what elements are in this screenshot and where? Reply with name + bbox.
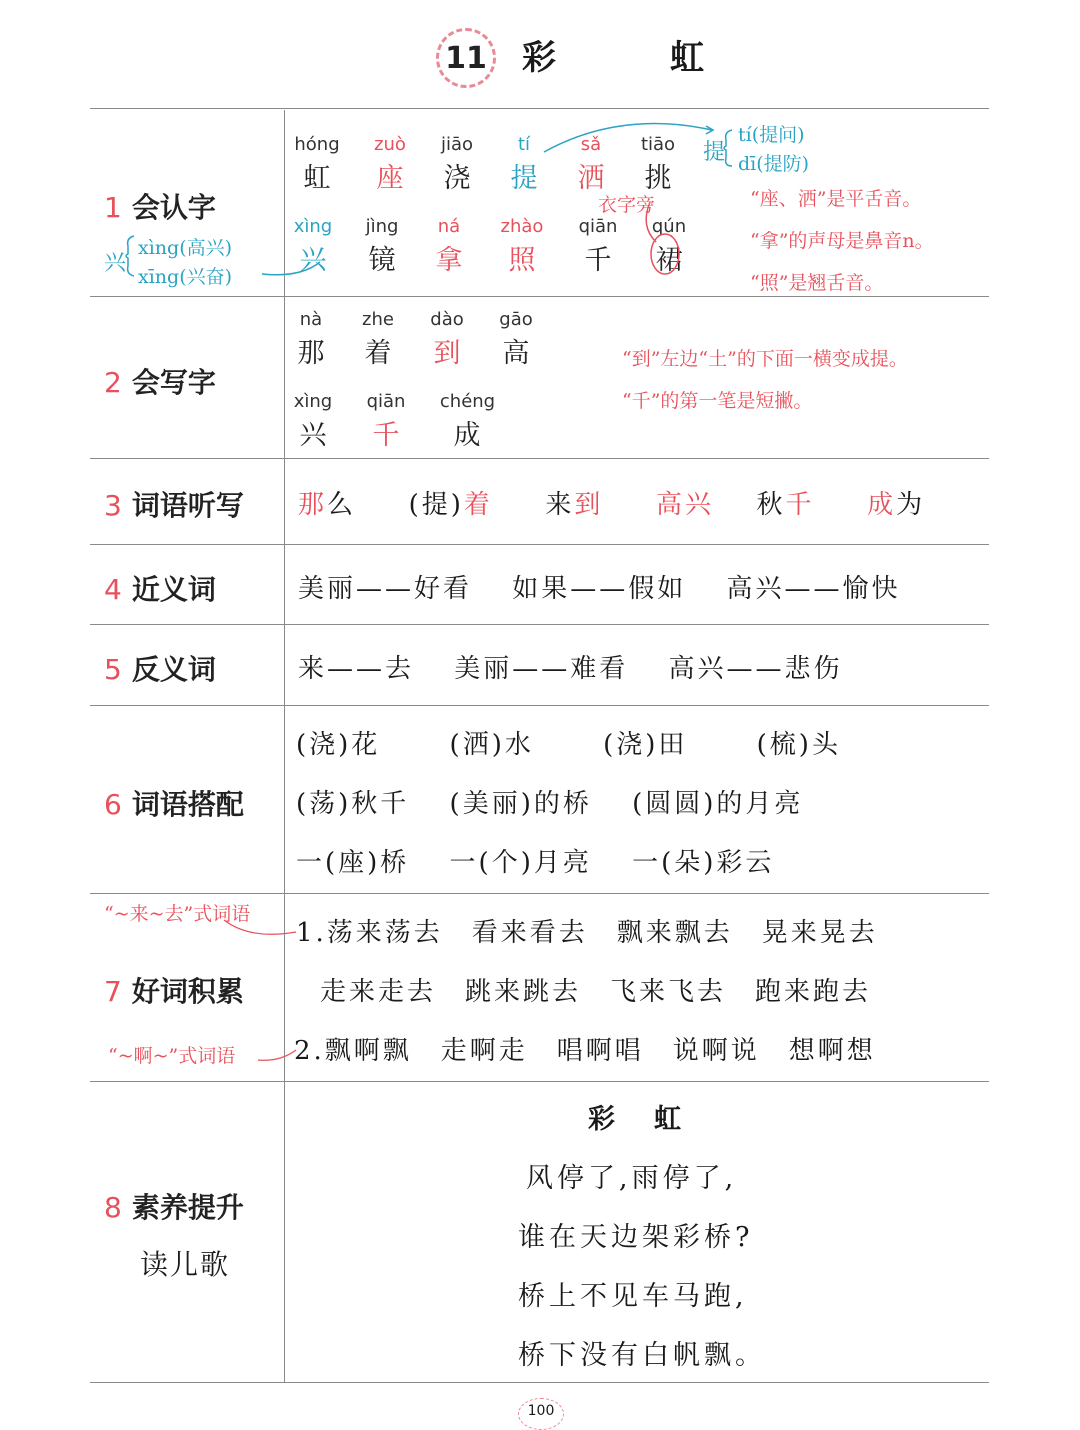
word-type-note: “~来~去”式词语: [104, 903, 251, 925]
tip-note: “到”左边“土”的下面一横变成提。: [622, 348, 908, 370]
pinyin: nà: [299, 309, 323, 330]
dictation-word: 千: [785, 490, 815, 520]
character: 高: [502, 338, 530, 369]
poem-line: 谁在天边架彩桥?: [518, 1222, 754, 1253]
pinyin: tiāo: [640, 134, 676, 155]
lesson-number: 11: [445, 40, 487, 76]
poem-title: 彩 虹: [588, 1104, 687, 1135]
pinyin: qiān: [366, 391, 406, 412]
dictation-word: 为: [896, 490, 926, 520]
character: 浇: [443, 163, 471, 194]
dictation-word: 着: [463, 490, 493, 520]
dictation-word: 秋: [756, 490, 786, 520]
good-words-line: 2.飘啊飘 走啊走 唱啊唱 说啊说 想啊想: [294, 1036, 876, 1066]
divider: [90, 544, 989, 545]
pinyin: dào: [430, 309, 464, 330]
pinyin: chéng: [439, 391, 496, 412]
pinyin: xìng: [293, 391, 333, 412]
radical-note: 衣字旁: [598, 194, 656, 216]
divider: [90, 458, 989, 459]
pinyin: xìng: [293, 216, 333, 237]
page-number: 100: [518, 1398, 564, 1430]
character: 到: [433, 338, 461, 369]
character: 成: [453, 420, 481, 451]
word-type-note: “~啊~”式词语: [108, 1045, 236, 1067]
pinyin: qiān: [578, 216, 618, 237]
pinyin: zhe: [362, 309, 394, 330]
pinyin: qún: [651, 216, 687, 237]
divider: [90, 624, 989, 625]
column-divider: [284, 110, 285, 1382]
character: 照: [508, 245, 536, 276]
tip-note: “照”是翘舌音。: [750, 272, 884, 294]
character: 拿: [435, 245, 463, 276]
pinyin: hóng: [294, 134, 340, 155]
character: 着: [364, 338, 392, 369]
dictation-word: 那: [298, 490, 328, 520]
ti-char-note: 提: [703, 140, 726, 165]
divider: [90, 1081, 989, 1082]
character: 兴: [299, 245, 327, 276]
tip-note: “拿”的声母是鼻音n。: [750, 230, 934, 252]
dictation-word: 高兴: [655, 490, 714, 520]
ti-reading-2: dī(提防): [738, 153, 810, 175]
good-words-line: 1.荡来荡去 看来看去 飘来飘去 晃来晃去: [296, 918, 878, 948]
character: 洒: [577, 163, 605, 194]
collocation-line: 一(座)桥 一(个)月亮 一(朵)彩云: [296, 848, 775, 878]
dictation-word: 到: [574, 490, 604, 520]
pinyin: ná: [437, 216, 461, 237]
xing-reading-2: xīng(兴奋): [138, 266, 233, 288]
section-5-label: 5 反义词: [104, 653, 216, 686]
collocation-line: (浇)花 (洒)水 (浇)田 (梳)头: [296, 730, 841, 760]
section-7-label: 7 好词积累: [104, 975, 244, 1008]
good-words-line: 走来走去 跳来跳去 飞来飞去 跑来跑去: [320, 977, 872, 1007]
divider: [90, 705, 989, 706]
character: 那: [297, 338, 325, 369]
dictation-words: [298, 484, 925, 521]
character: 挑: [644, 163, 672, 194]
divider: [90, 1382, 989, 1383]
xing-char-note: 兴: [104, 251, 127, 276]
character: 虹: [303, 163, 331, 194]
collocation-line: (荡)秋千 (美丽)的桥 (圆圆)的月亮: [296, 789, 804, 819]
tip-note: “千”的第一笔是短撇。: [622, 390, 813, 412]
character: 镜: [368, 245, 396, 276]
tip-note: “座、洒”是平舌音。: [750, 188, 922, 210]
dictation-word: (提): [408, 490, 464, 520]
pinyin: jìng: [365, 216, 399, 237]
pinyin: zuò: [374, 134, 406, 155]
antonyms-line: 来——去 美丽——难看 高兴——悲伤: [298, 654, 843, 684]
poem-line: 桥下没有白帆飘。: [518, 1340, 766, 1371]
page-title: 彩 虹: [522, 38, 744, 78]
section-3-label: 3 词语听写: [104, 489, 244, 522]
pinyin: gāo: [499, 309, 533, 330]
synonyms-line: 美丽——好看 如果——假如 高兴——愉快: [298, 574, 901, 604]
poem-line: 桥上不见车马跑,: [518, 1281, 748, 1312]
dictation-word: 么: [327, 490, 357, 520]
dictation-word: 来: [545, 490, 575, 520]
section-8-sub: 读儿歌: [140, 1248, 231, 1281]
section-1-label: 1 会认字: [104, 191, 216, 224]
character: 座: [376, 163, 404, 194]
dictation-word: 成: [867, 490, 897, 520]
section-2-label: 2 会写字: [104, 366, 216, 399]
character: 提: [510, 163, 538, 194]
character: 千: [372, 420, 400, 451]
character: 兴: [299, 420, 327, 451]
section-6-label: 6 词语搭配: [104, 788, 244, 821]
xing-reading-1: xìng(高兴): [138, 237, 233, 259]
ti-reading-1: tí(提问): [738, 124, 805, 146]
poem-line: 风停了,雨停了,: [526, 1163, 738, 1194]
pinyin: zhào: [500, 216, 544, 237]
pinyin: jiāo: [440, 134, 474, 155]
character: 裙: [655, 245, 683, 276]
character: 千: [584, 245, 612, 276]
section-4-label: 4 近义词: [104, 573, 216, 606]
section-8-label: 8 素养提升: [104, 1191, 244, 1224]
pinyin: sǎ: [580, 134, 602, 155]
pinyin: tí: [517, 134, 531, 155]
